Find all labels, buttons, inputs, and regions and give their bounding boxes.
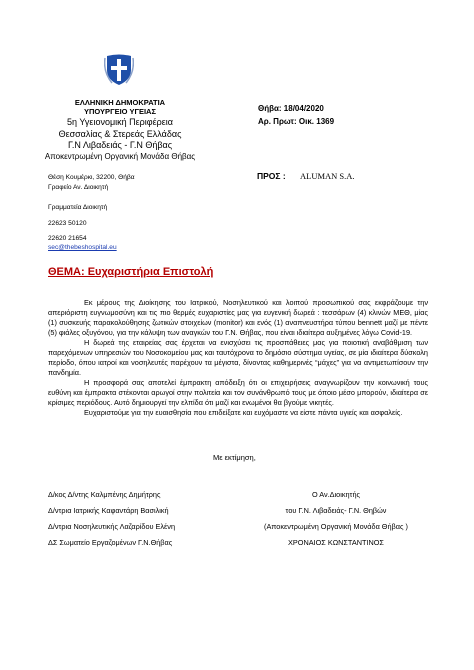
signature-right-4: ΧΡΟΝΑΙΟΣ ΚΩΝΣΤΑΝΤΙΝΟΣ (288, 538, 384, 547)
letter-date: Θήβα: 18/04/2020 (258, 104, 324, 113)
closing-salutation: Με εκτίμηση, (213, 453, 256, 462)
letter-body (48, 298, 428, 418)
sender-phone-1: 22623 50120 (48, 220, 87, 227)
header-country: ΕΛΛΗΝΙΚΗ ΔΗΜΟΚΡΑΤΙΑ (74, 98, 166, 107)
signature-left-2: Δ/ντρια Ιατρικής Καφαντάρη Βασιλική (48, 506, 169, 515)
signature-left-3: Δ/ντρια Νοσηλευτικής Λαζαρίδου Ελένη (48, 522, 176, 531)
header-unit: Αποκεντρωμένη Οργανική Μονάδα Θήβας (44, 152, 196, 161)
sender-office: Γραφείο Αν. Διοικητή (48, 184, 109, 191)
recipient-name: ALUMAN S.A. (300, 171, 355, 181)
sender-email-link[interactable]: sec@thebeshospital.eu (48, 244, 117, 251)
header-region: 5η Υγειονομική Περιφέρεια (67, 117, 173, 127)
signature-left-1: Δ/κος Δ/ντης Καλμπένης Δημήτρης (48, 490, 161, 499)
signature-right-2: του Γ.Ν. Λιβαδειάς- Γ.Ν. Θηβών (285, 506, 387, 515)
body-paragraph-3: Η προσφορά σας αποτελεί έμπρακτη απόδειξη ότι οι επιχειρήσεις αναγνωρίζουν την κοινωνική τους ευθύνη και έμπρακτα στέκονται αρωγοί στην πολιτεία και τον συνάνθρωπό τους με όποιο μέσο μπορούν, ιδιαίτερα σε κρίσιμες περιόδους. Αυτό δημιουργεί την ελπίδα ότι μαζί και ενωμένοι θα βγούμε νικητές. (48, 378, 428, 407)
letter-subject: ΘΕΜΑ: Ευχαριστήρια Επιστολή (48, 266, 214, 278)
signature-left-4: ΔΣ Σωματείο Εργαζομένων Γ.Ν.Θήβας (48, 538, 173, 547)
signature-right-3: (Αποκεντρωμένη Οργανική Μονάδα Θήβας ) (264, 522, 408, 531)
greek-coat-of-arms-icon (104, 52, 134, 86)
header-area: Θεσσαλίας & Στερεάς Ελλάδας (58, 129, 182, 139)
body-paragraph-4: Ευχαριστούμε για την ευαισθησία που επιδείξατε και ευχόμαστε να είστε πάντα υγιείς και ασφαλείς. (84, 408, 403, 417)
protocol-number: Αρ. Πρωτ: Οικ. 1369 (258, 117, 335, 126)
recipient-label: ΠΡΟΣ : (257, 171, 286, 181)
sender-secretariat: Γραμματεία Διοικητή (48, 204, 108, 211)
body-paragraph-2: Η δωρεά της εταιρείας σας έρχεται να ενισχύσει τις προσπάθειες μας για ποιοτική αναβάθμιση των παρεχόμενων υπηρεσιών του Νοσοκομείου μας και ταυτόχρονα το δημόσιο σύστημα υγείας, σε μία ιδιαίτερα δύσκολη περίοδο, όπου ιατροί και νοσηλευτές παρέχουν τα μέγιστα, δίνοντας καθημερινές “μάχες” για να αντιμετωπίσουν την πανδημία. (48, 338, 428, 377)
header-ministry: ΥΠΟΥΡΓΕΙΟ ΥΓΕΙΑΣ (84, 107, 156, 116)
body-paragraph-1: Εκ μέρους της Διοίκησης του Ιατρικού, Νοσηλευτικού και λοιπού προσωπικού σας εκφράζουμε την απεριόριστη ευγνωμοσύνη και τις πιο θερμές ευχαριστίες μας για ευγενική δωρεά : τεσσάρων (4) κλινών ΜΕΘ, μίας (1) συσκευής παρακολούθησης ζωτικών στοιχείων (monitor) και ενός (1) αναπνευστήρα τύπου bennett μαζί με πέντε (5) φιάλες οξυγόνου, για την κάλυψη των αναγκών του Γ.Ν. Θήβας, που είναι ιδιαίτερα αυξημένες λόγω Covid-19. (48, 298, 428, 337)
signature-right-1: Ο Αν.Διοικητής (311, 490, 361, 499)
sender-phone-2: 22620 21654 (48, 235, 87, 242)
header-hospitals: Γ.Ν Λιβαδειάς - Γ.Ν Θήβας (67, 140, 173, 150)
sender-address: Θέση Κουμέρκι, 32200, Θήβα (48, 174, 135, 181)
